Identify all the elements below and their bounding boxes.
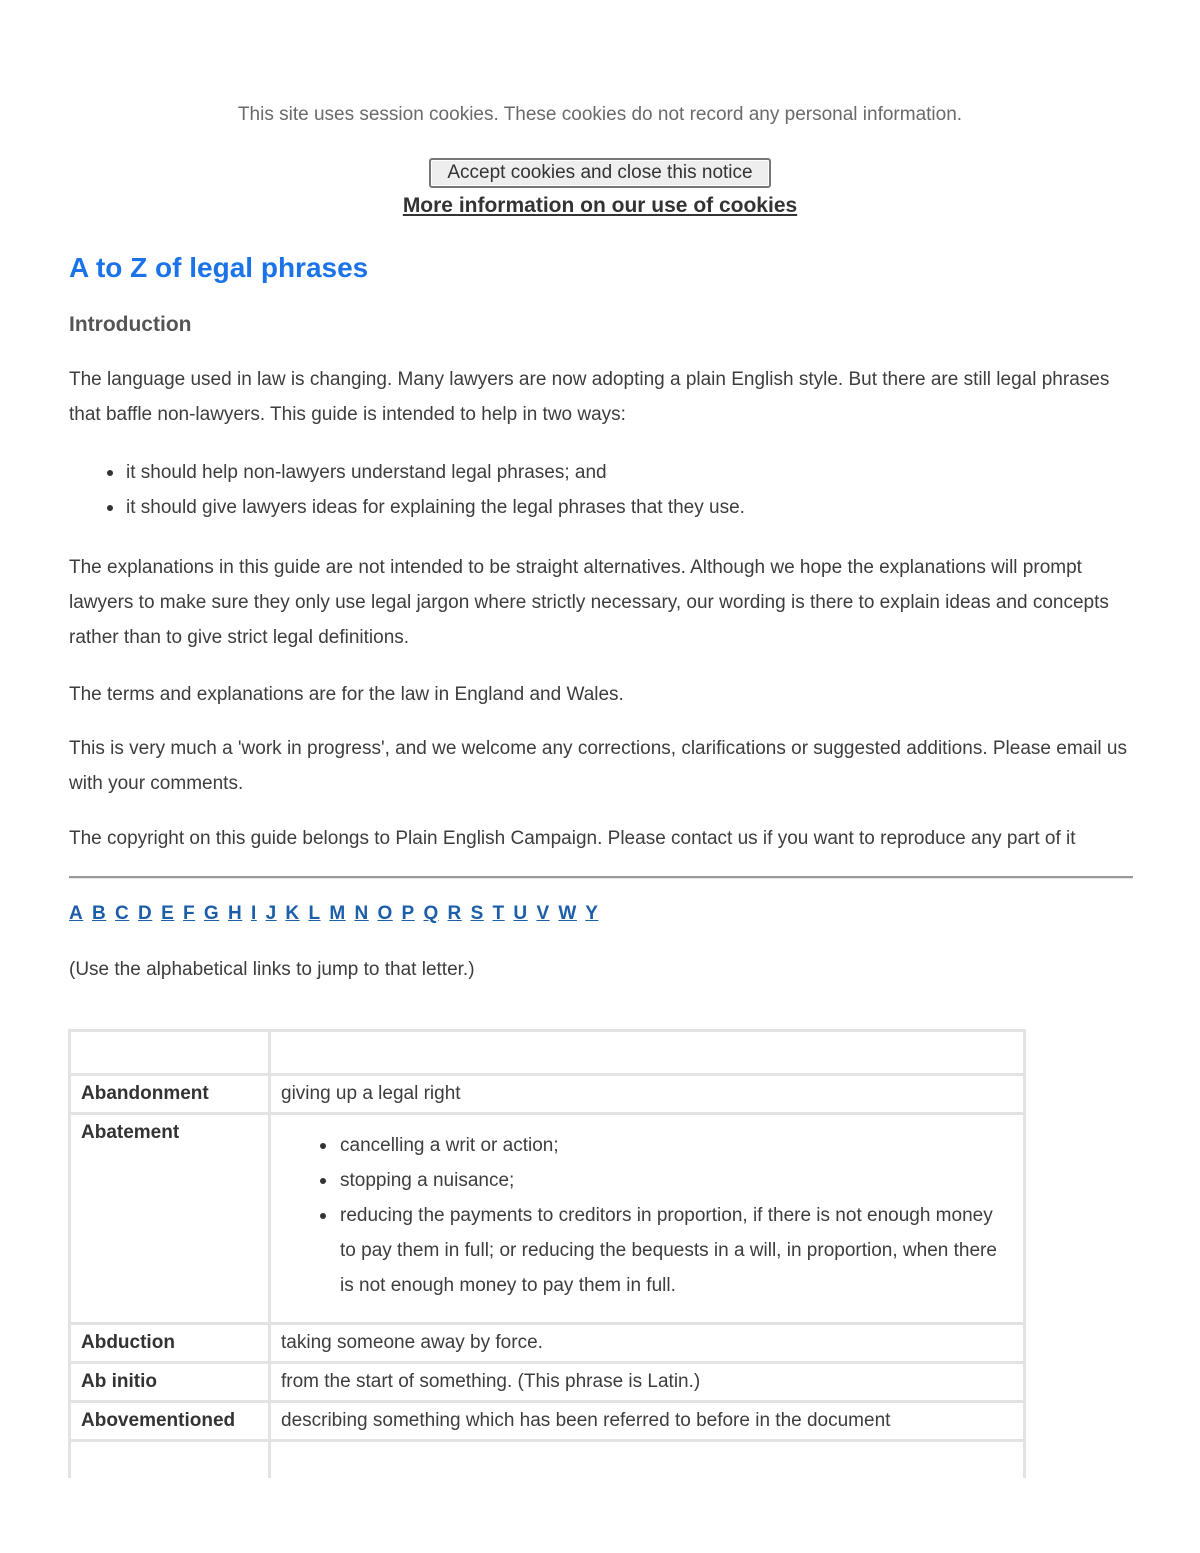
definition-cell: [270, 1114, 1025, 1324]
explanations-paragraph: The explanations in this guide are not intended to be straight alternatives. Although we hope the explanations will prompt lawyers to make sure they only use legal jargon where strictly necessary, our wording is there to explain ideas and concepts rather than to give strict legal definitions.: [69, 557, 1109, 648]
accept-cookies-button[interactable]: Accept cookies and close this notice: [429, 158, 771, 188]
alphabet-note: (Use the alphabetical links to jump to that letter.): [69, 959, 475, 980]
letter-link-i[interactable]: I: [251, 903, 257, 924]
letter-link-j[interactable]: J: [265, 903, 277, 924]
letter-link-h[interactable]: H: [227, 903, 243, 924]
copyright-paragraph: The copyright on this guide belongs to Plain English Campaign. Please contact us if you want to reproduce any part of it: [69, 828, 1076, 849]
letter-link-b[interactable]: B: [92, 903, 107, 924]
introduction-heading: Introduction: [69, 313, 192, 336]
table-row: [70, 1114, 1025, 1324]
table-row: [70, 1402, 1025, 1441]
definition-cell: describing something which has been referred to before in the document: [270, 1402, 1025, 1441]
table-row: [70, 1075, 1025, 1114]
letter-link-t[interactable]: T: [492, 903, 505, 924]
table-row: [70, 1031, 1025, 1075]
letter-link-g[interactable]: G: [203, 903, 220, 924]
definition-cell: taking someone away by force.: [270, 1324, 1025, 1363]
letter-link-f[interactable]: F: [183, 903, 196, 924]
letter-link-o[interactable]: O: [377, 903, 393, 924]
empty-cell: [270, 1441, 1025, 1479]
page-title: A to Z of legal phrases: [69, 252, 369, 283]
letter-link-k[interactable]: K: [285, 903, 300, 924]
list-item: cancelling a writ or action;: [281, 1128, 1013, 1163]
work-in-progress-paragraph: This is very much a 'work in progress', and we welcome any corrections, clarifications or suggested additions. Please email us with your comments.: [69, 738, 1127, 794]
table-row: [70, 1363, 1025, 1402]
table-row: [70, 1441, 1025, 1479]
letter-link-w[interactable]: W: [558, 903, 577, 924]
list-item: reducing the payments to creditors in proportion, if there is not enough money to pay them in full; or reducing the bequests in a will, in proportion, when there is not enough money to pay them in full.: [281, 1198, 1013, 1303]
term-cell: Abovementioned: [70, 1402, 270, 1441]
letter-link-l[interactable]: L: [308, 903, 321, 924]
letter-link-c[interactable]: C: [115, 903, 130, 924]
jurisdiction-paragraph: The terms and explanations are for the law in England and Wales.: [69, 684, 624, 705]
letter-link-u[interactable]: U: [513, 903, 528, 924]
phrases-table: [68, 1029, 1026, 1478]
letter-link-y[interactable]: Y: [585, 903, 599, 924]
empty-cell: [70, 1031, 270, 1075]
letter-link-m[interactable]: M: [329, 903, 346, 924]
term-cell: Abatement: [70, 1114, 270, 1324]
letter-link-r[interactable]: R: [447, 903, 462, 924]
letter-link-a[interactable]: A: [69, 903, 84, 924]
cookie-info-link[interactable]: More information on our use of cookies: [402, 194, 798, 217]
list-item: stopping a nuisance;: [281, 1163, 1013, 1198]
cookie-notice-text: This site uses session cookies. These cookies do not record any personal information.: [237, 104, 963, 125]
term-cell: Ab initio: [70, 1363, 270, 1402]
term-cell: Abduction: [70, 1324, 270, 1363]
definition-cell: from the start of something. (This phrase is Latin.): [270, 1363, 1025, 1402]
letter-link-d[interactable]: D: [138, 903, 153, 924]
letter-link-n[interactable]: N: [354, 903, 369, 924]
empty-cell: [270, 1031, 1025, 1075]
list-item: it should give lawyers ideas for explaining the legal phrases that they use.: [69, 490, 1129, 525]
alphabet-navigation: [69, 903, 601, 925]
letter-link-p[interactable]: P: [401, 903, 415, 924]
letter-link-s[interactable]: S: [470, 903, 484, 924]
letter-link-q[interactable]: Q: [423, 903, 439, 924]
definition-list: [281, 1128, 1013, 1303]
intro-paragraph: The language used in law is changing. Many lawyers are now adopting a plain English style. But there are still legal phrases that baffle non-lawyers. This guide is intended to help in two ways:: [69, 369, 1110, 425]
letter-link-v[interactable]: V: [536, 903, 550, 924]
letter-link-e[interactable]: E: [161, 903, 175, 924]
definition-cell: giving up a legal right: [270, 1075, 1025, 1114]
empty-cell: [70, 1441, 270, 1479]
section-divider: [69, 876, 1133, 879]
table-row: [70, 1324, 1025, 1363]
list-item: it should help non-lawyers understand legal phrases; and: [69, 455, 1129, 490]
term-cell: Abandonment: [70, 1075, 270, 1114]
intro-bullet-list: [69, 455, 1129, 525]
